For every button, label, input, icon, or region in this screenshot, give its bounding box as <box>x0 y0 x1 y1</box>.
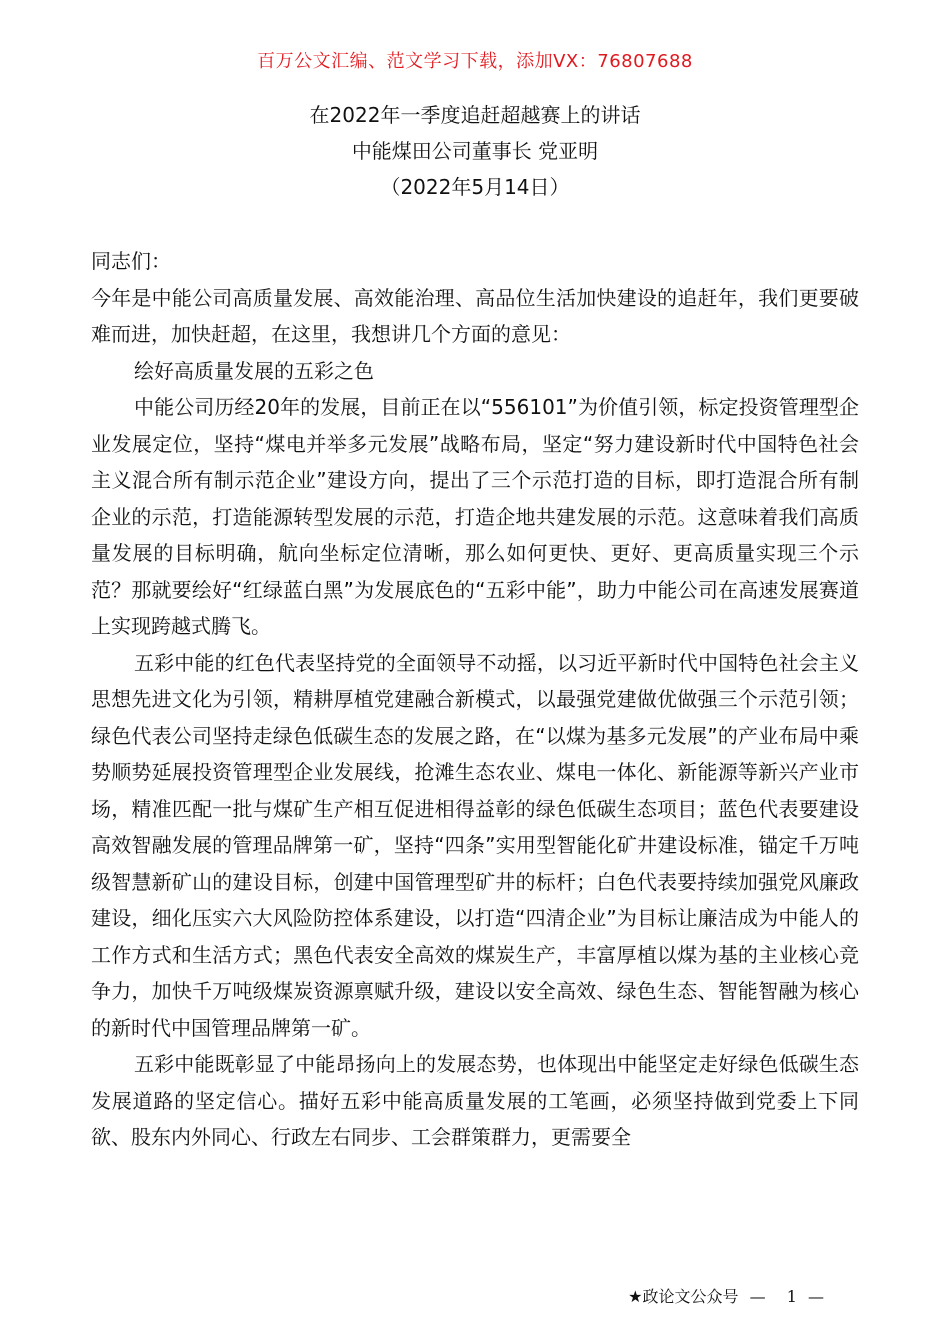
footer-dash-right: — <box>808 1287 824 1306</box>
document-body <box>91 243 859 1156</box>
body-paragraph: 五彩中能的红色代表坚持党的全面领导不动摇，以习近平新时代中国特色社会主义思想先进文化为引领，精耕厚植党建融合新模式，以最强党建做优做强三个示范引领；绿色代表公司坚持走绿色低碳生态的发展之路，在“以煤为基多元发展”的产业布局中乘势顺势延展投资管理型企业发展线，抢滩生态农业、煤电一体化、新能源等新兴产业市场，精准匹配一批与煤矿生产相互促进相得益彰的绿色低碳生态项目；蓝色代表要建设高效智融发展的管理品牌第一矿，坚持“四条”实用型智能化矿井建设标准，锚定千万吨级智慧新矿山的建设目标，创建中国管理型矿井的标杆；白色代表要持续加强党风廉政建设，细化压实六大风险防控体系建设，以打造“四清企业”为目标让廉洁成为中能人的工作方式和生活方式；黑色代表安全高效的煤炭生产，丰富厚植以煤为基的主业核心竞争力，加快千万吨级煤炭资源禀赋升级，建设以安全高效、绿色生态、智能智融为核心的新时代中国管理品牌第一矿。 <box>91 650 859 1040</box>
intro-paragraph: 今年是中能公司高质量发展、高效能治理、高品位生活加快建设的追赶年，我们更要破难而进，加快赶超，在这里，我想讲几个方面的意见： <box>91 285 859 346</box>
page-footer <box>628 1284 830 1307</box>
promo-banner: 百万公文汇编、范文学习下载，添加VX：76807688 <box>257 51 693 72</box>
document-title: 在2022年一季度追赶超越赛上的讲话 <box>309 103 641 127</box>
footer-dash-left: — <box>749 1287 766 1306</box>
section-heading: 绘好高质量发展的五彩之色 <box>134 358 374 383</box>
title-block <box>0 97 950 205</box>
page-number: 1 <box>786 1287 797 1306</box>
body-paragraph: 中能公司历经20年的发展，目前正在以“556101”为价值引领，标定投资管理型企业发展定位，坚持“煤电并举多元发展”战略布局，坚定“努力建设新时代中国特色社会主义混合所有制示范企业”建设方向，提出了三个示范打造的目标，即打造混合所有制企业的示范，打造能源转型发展的示范，打造企地共建发展的示范。这意味着我们高质量发展的目标明确，航向坐标定位清晰，那么如何更快、更好、更高质量实现三个示范？那就要绘好“红绿蓝白黑”为发展底色的“五彩中能”，助力中能公司在高速发展赛道上实现跨越式腾飞。 <box>91 395 859 638</box>
body-paragraph: 五彩中能既彰显了中能昂扬向上的发展态势，也体现出中能坚定走好绿色低碳生态发展道路的坚定信心。描好五彩中能高质量发展的工笔画，必须坚持做到党委上下同欲、股东内外同心、行政左右同步、工会群策群力，更需要全 <box>91 1052 859 1149</box>
speaker-line: 中能煤田公司董事长 党亚明 <box>351 139 599 163</box>
salutation: 同志们： <box>91 249 171 273</box>
speech-date: （2022年5月14日） <box>380 175 570 199</box>
footer-source: ★政论文公众号 <box>628 1287 739 1306</box>
